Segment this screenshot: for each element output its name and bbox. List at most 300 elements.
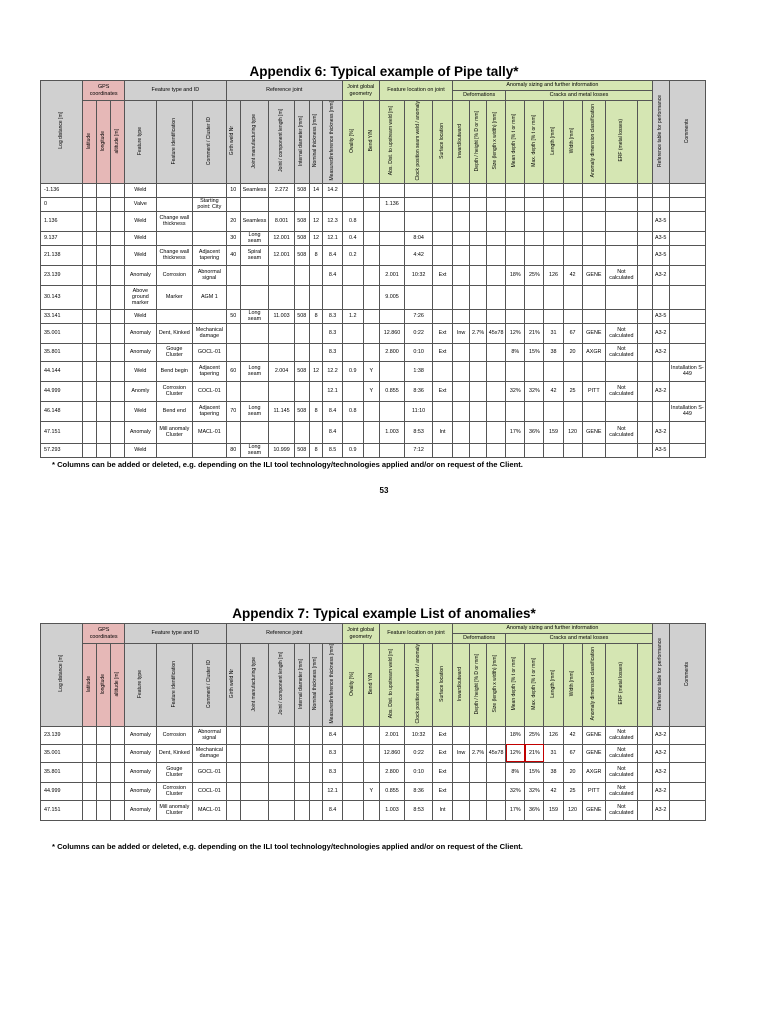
table-cell: 12% (506, 744, 525, 762)
table-cell (563, 361, 582, 381)
girth-weld-header-label: Girth weld Nr (229, 669, 236, 699)
table-cell (83, 231, 97, 245)
table-cell: 8 (309, 443, 323, 457)
table-row (41, 361, 706, 381)
table-cell: Anomaly (124, 421, 156, 443)
table-cell (83, 381, 97, 401)
internal-diameter-header-label: Internal diameter [mm] (297, 658, 304, 709)
table-cell: Installation S-449 (669, 401, 705, 421)
table-cell (111, 443, 125, 457)
table-cell (269, 381, 294, 401)
table-cell: 9.137 (41, 231, 83, 245)
table-cell: GENE (582, 726, 605, 744)
table-cell (652, 401, 669, 421)
reference-joint-header: Reference joint (226, 624, 342, 644)
table-cell (269, 323, 294, 343)
table-cell (487, 197, 506, 211)
table-cell (111, 762, 125, 782)
table-cell: 12.1 (323, 381, 342, 401)
table-cell: 10:32 (405, 265, 433, 285)
table-cell (563, 401, 582, 421)
table-cell: 508 (294, 443, 309, 457)
table-cell (470, 231, 487, 245)
table-cell (309, 726, 323, 744)
table-cell: 67 (563, 744, 582, 762)
table-cell (487, 726, 506, 744)
table-cell: 8.4 (323, 245, 342, 265)
table-cell (405, 285, 433, 309)
table-cell: 31 (544, 323, 563, 343)
table-cell: 31 (544, 744, 563, 762)
table-cell (669, 744, 705, 762)
table-cell (669, 285, 705, 309)
measured-thickness-header-label: Measured/reference thickness [mm] (328, 644, 335, 724)
table-cell (97, 381, 111, 401)
table-cell (379, 361, 404, 381)
table-cell (269, 421, 294, 443)
table-cell (582, 309, 605, 323)
table-cell: 25% (525, 265, 544, 285)
table-cell (637, 361, 652, 381)
table-cell (379, 309, 404, 323)
altitude-header (111, 101, 125, 184)
joint-global-geometry-header: Joint global geometry (342, 624, 379, 644)
table-cell (342, 285, 363, 309)
latitude-header-label: latitude (86, 132, 93, 149)
table-cell (156, 231, 192, 245)
table-cell: Spiral seam (240, 245, 269, 265)
table-cell: A3-2 (652, 323, 669, 343)
table-cell (453, 381, 470, 401)
table-cell: 159 (544, 421, 563, 443)
erf-header (605, 101, 637, 184)
table-cell (97, 343, 111, 361)
table-cell: 1.136 (41, 211, 83, 231)
log-distance-header (41, 81, 83, 184)
table-cell (363, 231, 379, 245)
table-cell (97, 421, 111, 443)
table-cell (83, 782, 97, 800)
table-cell (111, 421, 125, 443)
table-cell: 8:53 (405, 421, 433, 443)
feature-type-id-header: Feature type and ID (124, 624, 226, 644)
comments-header-label: Comments (683, 118, 690, 143)
table-cell (97, 309, 111, 323)
table-cell: 8.4 (323, 401, 342, 421)
table-cell (309, 762, 323, 782)
table-cell: Not calculated (605, 744, 637, 762)
table-cell (226, 762, 240, 782)
table-cell: Mechanical damage (192, 744, 226, 762)
table-cell (652, 183, 669, 197)
table-cell (605, 401, 637, 421)
table-cell: 8.5 (323, 443, 342, 457)
footnote-2: * Columns can be added or deleted, e.g. depending on the ILI tool technology/technologies applied and/or on request of the Client. (52, 842, 523, 851)
table-cell: 2.001 (379, 265, 404, 285)
table-cell (637, 726, 652, 744)
table-cell (506, 231, 525, 245)
joint-length-header (269, 101, 294, 184)
table-cell (563, 183, 582, 197)
table-cell (111, 183, 125, 197)
table-cell (605, 211, 637, 231)
inward-outward-header-label: Inward/outward (457, 666, 464, 701)
table-cell: 0.855 (379, 782, 404, 800)
nominal-thickness-header (309, 101, 323, 184)
anomaly-dimension-header (582, 101, 605, 184)
table-cell: 17% (506, 421, 525, 443)
table-cell: Ext (432, 381, 452, 401)
table-cell (97, 265, 111, 285)
log-distance-header (41, 624, 83, 727)
table-cell: 38 (544, 343, 563, 361)
table-cell: 38 (544, 762, 563, 782)
table-cell: A3-2 (652, 421, 669, 443)
table-cell (363, 744, 379, 762)
table-cell: 2.800 (379, 762, 404, 782)
table-cell (226, 381, 240, 401)
table-cell (363, 800, 379, 820)
table-cell (637, 762, 652, 782)
table-cell (487, 762, 506, 782)
table-cell (363, 245, 379, 265)
table-cell (226, 265, 240, 285)
table-cell (470, 343, 487, 361)
clock-position-header-label: Clock position seam weld / anomaly (414, 644, 421, 724)
table-cell: 1.136 (379, 197, 404, 211)
table-cell (97, 782, 111, 800)
table-cell: Starting point: City (192, 197, 226, 211)
table-cell (470, 782, 487, 800)
table-cell: 8.4 (323, 265, 342, 285)
table-cell: 508 (294, 309, 309, 323)
surface-location-header-label: Surface location (438, 122, 445, 159)
table-cell (563, 309, 582, 323)
table-cell: 8:36 (405, 782, 433, 800)
bend-header (363, 101, 379, 184)
erf-header (605, 644, 637, 727)
table-cell: COCL-01 (192, 782, 226, 800)
longitude-header-label: longitude (99, 673, 106, 694)
table-cell (605, 231, 637, 245)
table-cell (97, 197, 111, 211)
abs-dist-header-label: Abs. Dist. to upstream weld [m] (388, 649, 395, 719)
table-cell: 42 (563, 726, 582, 744)
gps-coordinates-header: GPS coordinates (83, 624, 124, 644)
table-cell (652, 285, 669, 309)
table-cell (192, 309, 226, 323)
table-cell: 2.004 (269, 361, 294, 381)
table-cell (544, 231, 563, 245)
table-cell (323, 285, 342, 309)
table-cell (226, 343, 240, 361)
table-cell (269, 197, 294, 211)
table-cell (470, 197, 487, 211)
table-cell (605, 309, 637, 323)
length-header-label: Length [mm] (549, 669, 556, 698)
table-cell (432, 285, 452, 309)
table-cell (453, 401, 470, 421)
table-cell: 1.2 (342, 309, 363, 323)
table-cell (487, 381, 506, 401)
table-cell (379, 211, 404, 231)
table-cell (294, 421, 309, 443)
table-cell: 10 (226, 183, 240, 197)
table-cell: Long seam (240, 309, 269, 323)
table-cell (309, 421, 323, 443)
table-cell (525, 361, 544, 381)
ovality-header-label: Ovality [%] (348, 671, 355, 696)
table-cell: 45x78 (487, 744, 506, 762)
table-cell: 40 (226, 245, 240, 265)
reference-table-header-label: Reference table for performance (656, 637, 663, 710)
table-cell (83, 285, 97, 309)
table-cell (637, 245, 652, 265)
girth-weld-header (226, 101, 240, 184)
abs-dist-header (379, 101, 404, 184)
joint-manufacturing-header-label: Joint manufacturing type (250, 656, 257, 711)
table-cell: Long seam (240, 443, 269, 457)
table-cell (487, 343, 506, 361)
table-cell (525, 285, 544, 309)
comments-header-label: Comments (683, 661, 690, 686)
table-row (41, 381, 706, 401)
table-cell (97, 183, 111, 197)
table-cell (544, 211, 563, 231)
table-cell: Adjacent tapering (192, 401, 226, 421)
table-cell (309, 800, 323, 820)
anomaly-dimension-header (582, 644, 605, 727)
max-depth-header (525, 644, 544, 727)
table-cell (83, 726, 97, 744)
anomaly-sizing-header: Anomaly sizing and further information (453, 81, 653, 91)
table-cell: 12 (309, 361, 323, 381)
feature-location-header: Feature location on joint (379, 81, 452, 101)
table-cell (111, 323, 125, 343)
table-cell: COCL-01 (192, 381, 226, 401)
table-cell (453, 245, 470, 265)
table-cell: GENE (582, 800, 605, 820)
table-cell: 508 (294, 231, 309, 245)
table-cell: 508 (294, 401, 309, 421)
ovality-header (342, 101, 363, 184)
table-cell: -1.136 (41, 183, 83, 197)
table-cell: Anomaly (124, 782, 156, 800)
table-cell: A3-5 (652, 443, 669, 457)
table-cell: Not calculated (605, 762, 637, 782)
table-cell: Anomly (124, 381, 156, 401)
feature-type-header-label: Feature type (136, 669, 143, 698)
table-cell: Gouge Cluster (156, 762, 192, 782)
nominal-thickness-header-label: Nominal thickness [mm] (312, 114, 319, 168)
table-cell (342, 421, 363, 443)
table-cell: Not calculated (605, 381, 637, 401)
table-cell (111, 285, 125, 309)
clock-position-header (405, 101, 433, 184)
table-cell (669, 782, 705, 800)
table-cell: 2.7% (470, 323, 487, 343)
table-cell (470, 183, 487, 197)
table-cell: Not calculated (605, 343, 637, 361)
table-cell (470, 381, 487, 401)
anomaly-list-table (40, 623, 706, 821)
depth-height-header-label: Depth / height [% D or mm] (474, 110, 481, 171)
table-cell (363, 401, 379, 421)
table-cell: Above ground marker (124, 285, 156, 309)
table-cell: 8:04 (405, 231, 433, 245)
joint-manufacturing-header-label: Joint manufacturing type (250, 113, 257, 168)
table-cell (83, 401, 97, 421)
table-cell: 0.4 (342, 231, 363, 245)
feature-identification-header-label: Feature identification (170, 117, 177, 164)
log-distance-header-label: Log distance [m] (57, 112, 64, 150)
table-cell (637, 421, 652, 443)
altitude-header-label: altitude [m] (113, 128, 120, 153)
table-cell (487, 421, 506, 443)
table-cell: Long seam (240, 401, 269, 421)
table-cell (83, 443, 97, 457)
table-cell (309, 285, 323, 309)
table-cell: 67 (563, 323, 582, 343)
table-cell (309, 343, 323, 361)
table-cell (342, 197, 363, 211)
table-cell (453, 231, 470, 245)
page-number: 53 (379, 486, 389, 495)
table-cell (342, 744, 363, 762)
table-cell: 120 (563, 421, 582, 443)
table-cell (97, 231, 111, 245)
table-cell: 12% (506, 323, 525, 343)
table-cell (453, 726, 470, 744)
table-cell (637, 231, 652, 245)
surface-location-header-label: Surface location (438, 665, 445, 702)
table-cell: Not calculated (605, 265, 637, 285)
table-row (41, 443, 706, 457)
table-cell: 1.003 (379, 421, 404, 443)
table-cell: Long seam (240, 231, 269, 245)
table-cell: MACL-01 (192, 421, 226, 443)
table-cell: Not calculated (605, 323, 637, 343)
table-cell (669, 323, 705, 343)
table-cell (97, 361, 111, 381)
latitude-header (83, 644, 97, 727)
table-cell: Dent, Kinked (156, 744, 192, 762)
table-cell: PITT (582, 782, 605, 800)
table-cell (470, 443, 487, 457)
table-cell (432, 443, 452, 457)
table-cell (669, 211, 705, 231)
bend-header-label: Bend Y/N (367, 673, 374, 695)
table-cell (582, 245, 605, 265)
mean-depth-header (506, 644, 525, 727)
table-cell: MACL-01 (192, 800, 226, 820)
table-cell: 0.9 (342, 361, 363, 381)
table-cell (652, 197, 669, 211)
table-cell (97, 744, 111, 762)
joint-length-header (269, 644, 294, 727)
anomaly-dimension-header-label: Anomaly dimension classification (590, 647, 596, 721)
table-cell (97, 401, 111, 421)
table-cell (240, 285, 269, 309)
table-cell (269, 782, 294, 800)
table-cell: 2.800 (379, 343, 404, 361)
mean-depth-header (506, 101, 525, 184)
table-cell (563, 443, 582, 457)
feature-type-header-label: Feature type (136, 126, 143, 155)
table-cell: 21.138 (41, 245, 83, 265)
table-cell: 15% (525, 762, 544, 782)
table-cell (363, 443, 379, 457)
table-cell (637, 401, 652, 421)
table-cell: 2.272 (269, 183, 294, 197)
table-row (41, 197, 706, 211)
clock-position-header-label: Clock position seam weld / anomaly (414, 101, 421, 181)
table-cell (309, 265, 323, 285)
table-cell (432, 309, 452, 323)
table-cell (506, 401, 525, 421)
table-cell (111, 211, 125, 231)
table-cell (111, 381, 125, 401)
table-cell (83, 309, 97, 323)
erf-header-label: ERF (metal losses) (617, 662, 624, 705)
table-cell: Weld (124, 401, 156, 421)
table-cell (83, 211, 97, 231)
table-cell: 32% (506, 381, 525, 401)
table-cell (156, 443, 192, 457)
table-cell: 12 (309, 211, 323, 231)
table-cell (453, 343, 470, 361)
table-cell (605, 443, 637, 457)
table-cell (605, 197, 637, 211)
table-cell: A3-2 (652, 265, 669, 285)
length-header-label: Length [mm] (549, 126, 556, 155)
surface-location-header (432, 644, 452, 727)
table-cell (294, 381, 309, 401)
table-cell: Ext (432, 726, 452, 744)
table-row (41, 309, 706, 323)
table-cell (240, 800, 269, 820)
table-cell: 508 (294, 245, 309, 265)
table-row (41, 421, 706, 443)
max-depth-header (525, 101, 544, 184)
table-cell: Marker (156, 285, 192, 309)
table-cell: 32% (525, 782, 544, 800)
table-cell (97, 443, 111, 457)
table-cell (637, 197, 652, 211)
table-cell (240, 343, 269, 361)
table-cell (525, 231, 544, 245)
table-cell: 23.139 (41, 265, 83, 285)
table-cell: 0.855 (379, 381, 404, 401)
table-cell (637, 381, 652, 401)
table-cell (487, 361, 506, 381)
table-cell: 47.151 (41, 800, 83, 820)
table-cell: 30.143 (41, 285, 83, 309)
table-cell (544, 285, 563, 309)
table-row (41, 800, 706, 820)
table-cell (563, 245, 582, 265)
table-cell: 8 (309, 309, 323, 323)
table-cell (669, 183, 705, 197)
table-cell (637, 443, 652, 457)
table-cell (605, 361, 637, 381)
table-cell (111, 343, 125, 361)
table-cell (111, 245, 125, 265)
table-cell: 12.3 (323, 211, 342, 231)
inward-outward-header (453, 101, 470, 184)
table-cell (363, 726, 379, 744)
table-cell (470, 245, 487, 265)
